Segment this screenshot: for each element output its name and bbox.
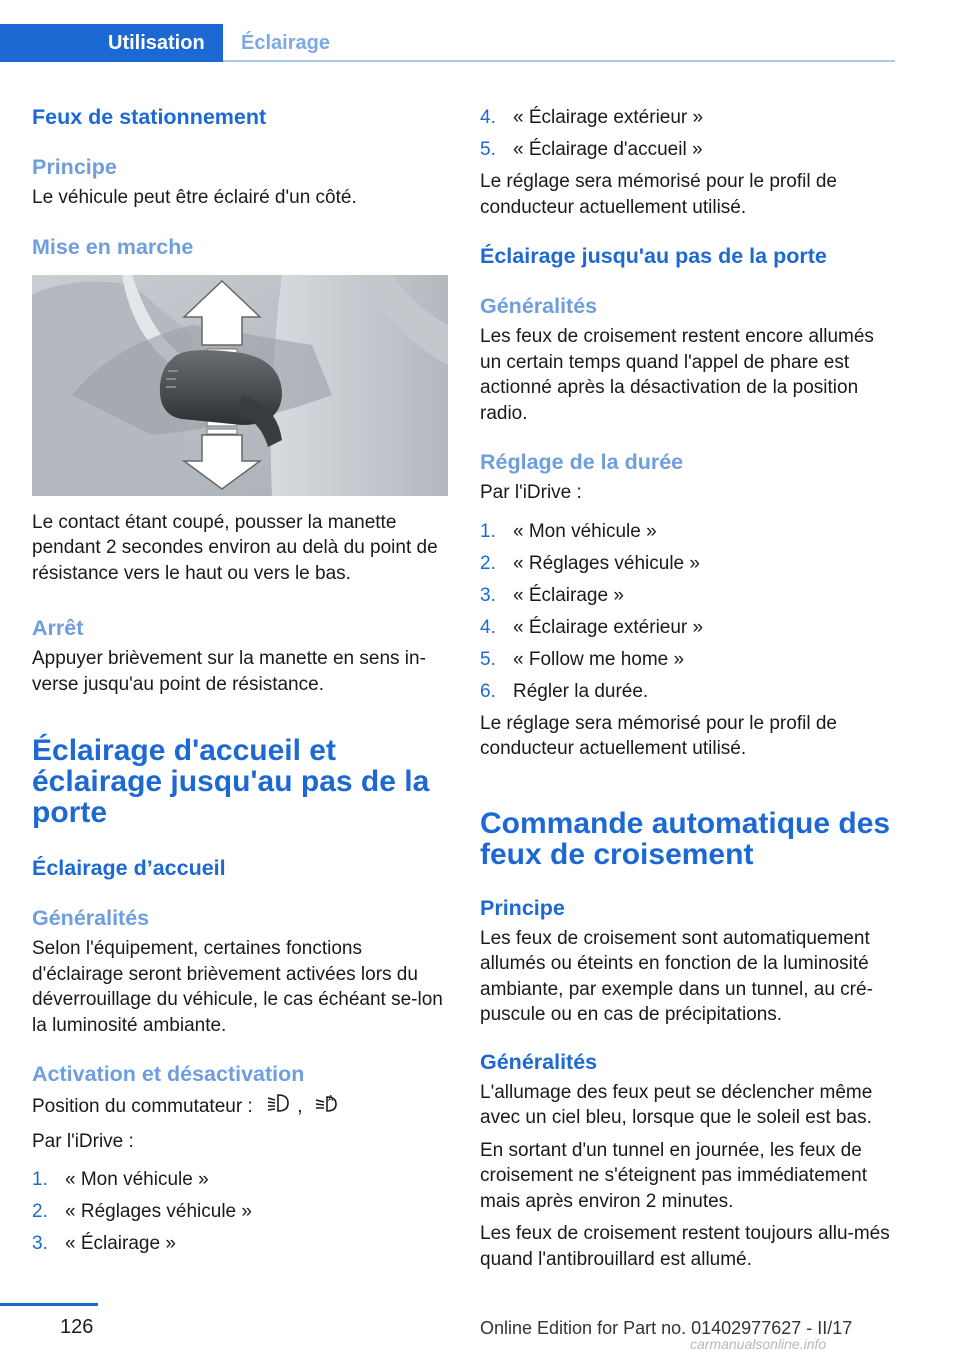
text-tunnel: En sortant d'un tunnel en journée, les feux de croisement ne s'éteignent pas immédiatement mais après environ 2 minutes.	[480, 1139, 867, 1212]
low-beam-icon	[266, 1092, 292, 1122]
list-item: 3. « Éclairage »	[480, 584, 624, 606]
heading-general: Généralités	[480, 294, 598, 318]
section-tab-eclairage: Éclairage	[241, 32, 330, 54]
footer-rule	[0, 1303, 98, 1306]
stalk-illustration	[32, 275, 448, 496]
text-principle: Le véhicule peut être éclairé d'un côté.	[32, 187, 357, 208]
section-tab-utilisation: Utilisation	[0, 24, 223, 62]
watermark: carmanualsonline.info	[690, 1336, 827, 1352]
text-general: Selon l'équipement, certaines fonctions d'éclairage seront brièvement activées lors du déverrouillage du véhicule, le cas échéant se-lon la luminosité ambiante.	[32, 938, 443, 1036]
page-header	[0, 0, 960, 64]
text-via-idrive: Par l'iDrive :	[480, 482, 582, 503]
heading-switch-on: Mise en marche	[32, 234, 194, 259]
list-item: 1. « Mon véhicule »	[480, 520, 657, 542]
switch-position-separator: ,	[297, 1095, 303, 1117]
heading-activation: Activation et désactivation	[32, 1062, 305, 1086]
header-rule	[223, 60, 895, 62]
heading-welcome-lights: Éclairage d'accueil et éclairage jusqu'au pas de la porte	[32, 734, 430, 829]
right-column	[480, 100, 896, 1272]
heading-welcome-light: Éclairage d’accueil	[32, 856, 226, 880]
auto-light-icon	[314, 1092, 340, 1122]
edition-note: Online Edition for Part no. 01402977627 - II/17	[480, 1318, 853, 1338]
list-item: 4. « Éclairage extérieur »	[480, 616, 704, 638]
text-profile-saved: Le réglage sera mémorisé pour le profil de conducteur actuellement utilisé.	[480, 171, 837, 218]
list-item: 1. « Mon véhicule »	[32, 1169, 209, 1190]
idrive-steps-welcome	[32, 1167, 448, 1256]
heading-follow-me-home: Éclairage jusqu'au pas de la porte	[480, 244, 827, 268]
list-item: 3. « Éclairage »	[32, 1233, 176, 1254]
text-low-sun: L'allumage des feux peut se déclencher même avec un ciel bleu, lorsque que le soleil est bas.	[480, 1081, 873, 1128]
turn-signal-stalk-image	[32, 275, 448, 496]
heading-general: Généralités	[32, 906, 150, 930]
text-via-idrive: Par l'iDrive :	[32, 1130, 134, 1152]
svg-text:A: A	[327, 1094, 334, 1103]
text-fog-light: Les feux de croisement restent toujours allu-més quand l'antibrouillard est allumé.	[480, 1223, 890, 1270]
idrive-steps-welcome-continued	[480, 105, 896, 162]
text-auto-principle: Les feux de croisement sont automatiquement allumés ou éteints en fonction de la luminosité ambiante, par exemple dans un tunnel, au cré-puscule ou en cas de précipitations.	[480, 927, 873, 1025]
page-number: 126	[60, 1316, 94, 1338]
list-item: 5. « Éclairage d'accueil »	[480, 139, 703, 160]
text-switch-position	[32, 1092, 448, 1122]
left-column	[32, 100, 448, 1263]
list-item: 6. Régler la durée.	[480, 680, 649, 702]
text-switch-on: Le contact étant coupé, pousser la manette pendant 2 secondes environ au delà du point de résistance vers le haut ou vers le bas.	[32, 511, 438, 584]
heading-principle: Principe	[32, 155, 117, 179]
list-item: 2. « Réglages véhicule »	[480, 552, 700, 574]
list-item: 5. « Follow me home »	[480, 648, 685, 670]
heading-general: Généralités	[480, 1049, 598, 1074]
text-profile-saved: Le réglage sera mémorisé pour le profil de conducteur actuellement utilisé.	[480, 712, 837, 759]
idrive-steps-duration	[480, 519, 896, 704]
switch-position-label: Position du commutateur :	[32, 1095, 253, 1117]
text-switch-off: Appuyer brièvement sur la manette en sens in-verse jusqu'au point de résistance.	[32, 648, 426, 695]
heading-principle: Principe	[480, 895, 565, 920]
heading-switch-off: Arrêt	[32, 616, 84, 640]
text-follow-me-home: Les feux de croisement restent encore allumés un certain temps quand l'appel de phare est actionné après la désactivation de la position radio.	[480, 326, 874, 424]
list-item: 2. « Réglages véhicule »	[32, 1201, 252, 1222]
heading-automatic-low-beams: Commande automatique des feux de croisement	[480, 806, 891, 871]
heading-parking-lights: Feux de stationnement	[32, 105, 267, 129]
heading-duration: Réglage de la durée	[480, 450, 684, 474]
list-item: 4. « Éclairage extérieur »	[480, 107, 704, 128]
